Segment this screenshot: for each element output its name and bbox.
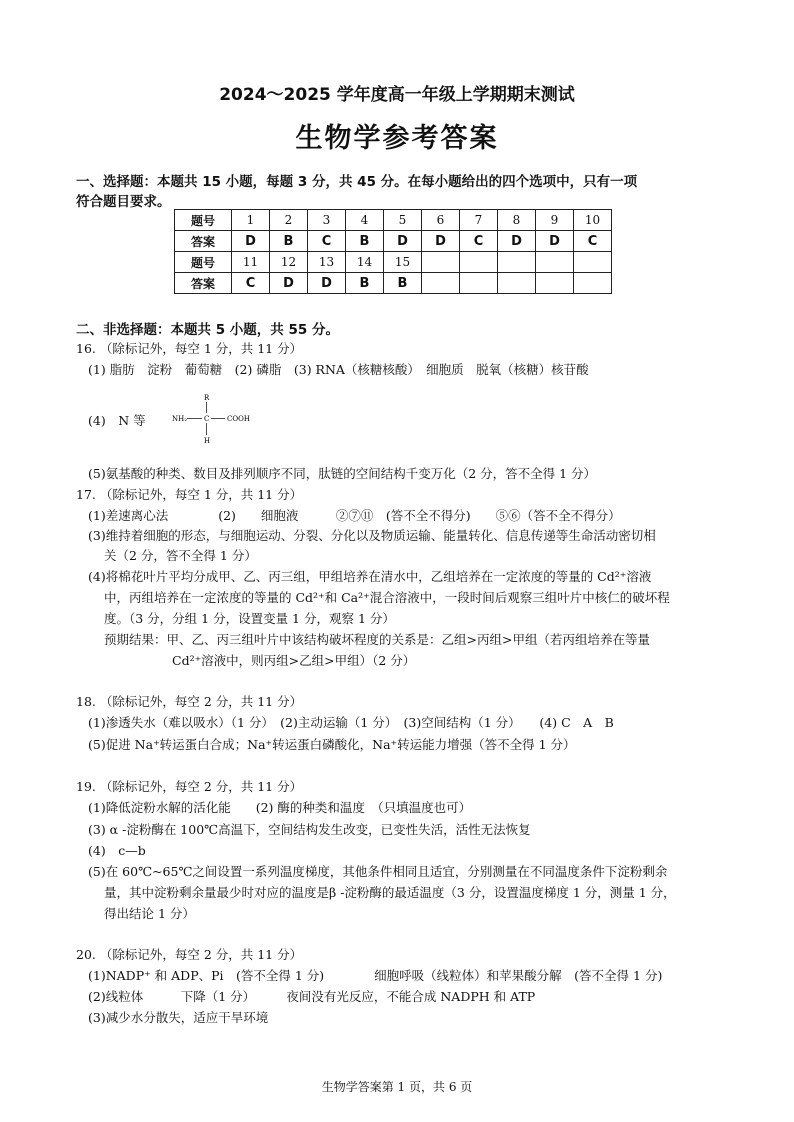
answer-cell: D [422,231,460,252]
answer-cell: C [308,231,346,252]
row-label: 答案 [175,273,232,294]
q17-line4: (4)将棉花叶片平均分成甲、乙、丙三组，甲组培养在清水中，乙组培养在一定浓度的等量的 Cd²⁺溶液 [88,569,652,584]
q17-line2: (3)维持着细胞的形态，与细胞运动、分裂、分化以及物质运输、能量转化、信息传递等生命活动密切相 [88,528,656,543]
struct-cooh: COOH [227,415,250,423]
table-row [175,252,612,273]
question-number-cell [460,252,498,273]
q20-line1: (1)NADP⁺ 和 ADP、Pi (答不全得 1 分) 细胞呼吸（线粒体）和苹果酸分解 (答不全得 1 分) [88,968,663,983]
q17-line8: Cd²⁺溶液中，则丙组>乙组>甲组）（2 分） [172,653,416,668]
section1-heading [76,172,726,212]
answer-cell [498,273,536,294]
q17-line7: 预期结果：甲、乙、丙三组叶片中该结构破坏程度的关系是：乙组>丙组>甲组（若丙组培养在等量 [104,632,650,647]
row-label: 题号 [175,252,232,273]
q20-head: 20. （除标记外，每空 2 分，共 11 分） [76,947,303,962]
q17-line1: (1)差速离心法 (2) 细胞液 ②⑦⑪ (答不全不得分) ⑤⑥（答不全不得分） [88,508,621,523]
amino-acid-structure [172,393,262,449]
row-label: 答案 [175,231,232,252]
q16-line1: (1) 脂肪 淀粉 葡萄糖 (2) 磷脂 (3) RNA（核糖核酸） 细胞质 脱氧（核糖）核苷酸 [88,362,589,377]
section1-heading-line1: 一、选择题：本题共 15 小题，每题 3 分，共 45 分。在每小题给出的四个选项中，只有一项 [76,174,638,190]
answer-cell: B [270,231,308,252]
answer-cell: B [384,273,422,294]
answer-cell [422,273,460,294]
table-row [175,273,612,294]
q18-line2: (5)促进 Na⁺转运蛋白合成；Na⁺转运蛋白磷酸化，Na⁺转运能力增强（答不全得 1 分） [88,737,576,752]
table-row [175,210,612,231]
q17-line6: 度。（3 分，分组 1 分，设置变量 1 分，观察 1 分） [104,611,395,626]
page-footer: 生物学答案第 1 页，共 6 页 [321,1080,473,1094]
question-number-cell [422,252,460,273]
q19-line5: 量，其中淀粉剩余量最少时对应的温度是β -淀粉酶的最适温度（3 分，设置温度梯度 1 分，测量 1 分， [104,885,676,900]
struct-nh2: NH₂ [172,415,188,423]
q19-line4: (5)在 60℃~65℃之间设置一系列温度梯度，其他条件相同且适宜，分别测量在不同温度条件下淀粉剩余 [88,864,668,879]
question-number-cell [574,252,612,273]
section2-heading: 二、非选择题：本题共 5 小题，共 55 分。 [76,322,339,338]
answer-cell: B [346,231,384,252]
question-number-cell [498,252,536,273]
answer-cell: D [384,231,422,252]
answer-cell: C [460,231,498,252]
answer-cell: D [308,273,346,294]
struct-h: H [204,437,211,445]
question-number-cell: 14 [346,252,384,273]
row-label: 题号 [175,210,232,231]
question-number-cell: 11 [232,252,270,273]
question-number-cell: 2 [270,210,308,231]
q18-line1: (1)渗透失水（难以吸水）（1 分） (2)主动运输（1 分） (3)空间结构（1 分） (4) C A B [88,715,614,730]
question-number-cell: 1 [232,210,270,231]
q20-line2: (2)线粒体 下降（1 分） 夜间没有光反应，不能合成 NADPH 和 ATP [88,989,536,1004]
q16-head: 16. （除标记外，每空 1 分，共 11 分） [76,341,303,356]
section1-heading-line2: 符合题目要求。 [76,194,171,210]
answer-cell: D [498,231,536,252]
answer-cell [574,273,612,294]
answer-cell: D [536,231,574,252]
question-number-cell: 7 [460,210,498,231]
answer-cell: D [232,231,270,252]
q20-line3: (3)减少水分散失，适应干旱环境 [88,1010,269,1025]
q19-head: 19. （除标记外，每空 2 分，共 11 分） [76,779,303,794]
answer-cell: C [232,273,270,294]
struct-r: R [204,394,210,402]
question-number-cell: 6 [422,210,460,231]
question-number-cell: 10 [574,210,612,231]
answer-cell: B [346,273,384,294]
question-number-cell: 3 [308,210,346,231]
question-number-cell: 13 [308,252,346,273]
answer-table [174,209,612,294]
q17-line5: 中，丙组培养在一定浓度的等量的 Cd²⁺和 Ca²⁺混合溶液中，一段时间后观察三组叶片中核仁的破坏程 [104,590,670,605]
q19-line1: (1)降低淀粉水解的活化能 (2) 酶的种类和温度 （只填温度也可） [88,800,472,815]
question-number-cell: 15 [384,252,422,273]
page-title: 生物学参考答案 [295,123,499,154]
question-number-cell: 5 [384,210,422,231]
table-row [175,231,612,252]
struct-c: C [204,415,210,423]
exam-title: 2024～2025 学年度高一年级上学期期末测试 [219,85,575,105]
question-number-cell: 4 [346,210,384,231]
q19-line3: (4) c—b [88,843,146,858]
question-number-cell: 12 [270,252,308,273]
q17-head: 17. （除标记外，每空 1 分，共 11 分） [76,487,303,502]
answer-cell [460,273,498,294]
question-number-cell: 8 [498,210,536,231]
q19-line6: 得出结论 1 分） [104,906,195,921]
q19-line2: (3) α -淀粉酶在 100℃高温下，空间结构发生改变，已变性失活，活性无法恢复 [88,822,531,837]
answer-cell [536,273,574,294]
answer-cell: C [574,231,612,252]
answer-cell: D [270,273,308,294]
question-number-cell [536,252,574,273]
q17-line3: 关（2 分，答不全得 1 分） [104,548,257,563]
q18-head: 18. （除标记外，每空 2 分，共 11 分） [76,694,303,709]
q16-line2: (4) N 等 [88,413,146,428]
q16-line3: (5)氨基酸的种类、数目及排列顺序不同，肽链的空间结构千变万化（2 分，答不全得 1 分） [88,466,597,481]
question-number-cell: 9 [536,210,574,231]
